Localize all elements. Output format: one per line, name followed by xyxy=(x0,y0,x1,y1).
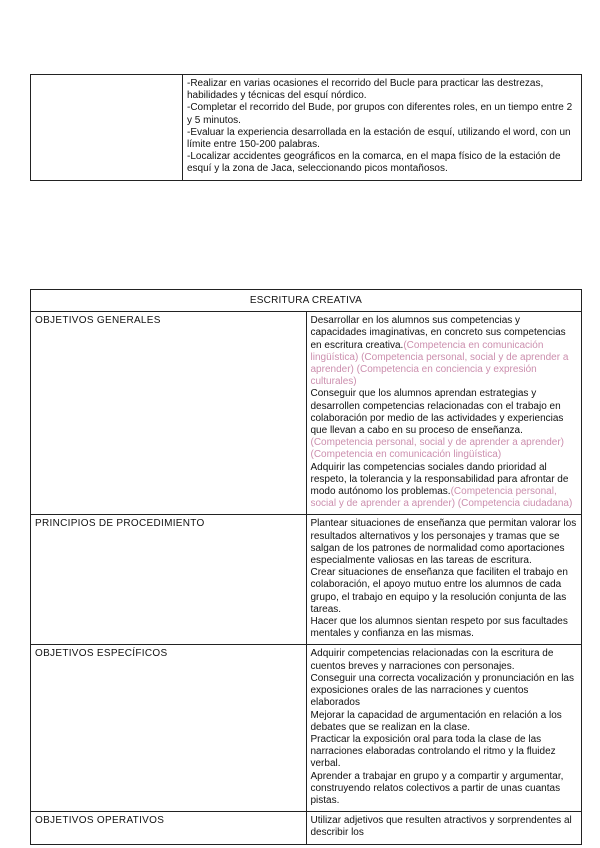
objective-line: Adquirir competencias relacionadas con la escritura de cuentos breves y narraciones con personajes. xyxy=(310,648,554,672)
objective-line: Mejorar la capacidad de argumentación en relación a los debates que se realizan en la clase. xyxy=(310,709,562,733)
objective-item xyxy=(311,315,578,388)
principle-line: Hacer que los alumnos sientan respeto por sus facultades mentales y confianza en las mismas. xyxy=(310,616,568,640)
continuation-row xyxy=(31,75,582,181)
objective-line: Practicar la exposición oral para toda la clase de las narraciones elaboradas controlando el ritmo y la fluidez verbal. xyxy=(310,733,556,770)
row-content xyxy=(306,812,582,844)
creative-writing-table xyxy=(30,289,582,845)
row-objetivos-generales xyxy=(31,312,582,515)
continuation-line: -Evaluar la experiencia desarrollada en la estación de esquí, utilizando el word, con un límite entre 150-200 palabras. xyxy=(187,126,571,151)
objective-item xyxy=(311,462,578,511)
competencias-note: (Competencia personal, social y de aprender a aprender) (Competencia en comunicación lingüística) xyxy=(310,437,564,461)
row-label: OBJETIVOS ESPECÍFICOS xyxy=(31,645,307,812)
continuation-table xyxy=(30,74,582,181)
continuation-content-cell xyxy=(183,75,582,181)
competencias-note: (Competencia en comunicación lingüística) (Competencia personal, social y de aprender a aprender) (Competencia en conciencia y expresión culturales) xyxy=(310,339,569,388)
row-objetivos-operativos xyxy=(31,812,582,844)
objective-line: Utilizar adjetivos que resulten atractivos y sorprendentes al describir los xyxy=(310,815,572,839)
objective-text: Conseguir que los alumnos aprendan estrategias y desarrollen competencias relacionadas con el trabajo en colaboración por medio de las actividades y experiencias que llevan a cabo en su proceso de enseñanza. xyxy=(310,388,564,437)
table-header-row xyxy=(31,290,582,312)
continuation-line: -Realizar en varias ocasiones el recorrido del Bucle para practicar las destrezas, habilidades y técnicas del esquí nórdico. xyxy=(187,78,544,102)
row-objetivos-especificos xyxy=(31,645,582,812)
row-label: PRINCIPIOS DE PROCEDIMIENTO xyxy=(31,515,307,645)
objective-line: Conseguir una correcta vocalización y pronunciación en las exposiciones orales de las narraciones y cuentos elaborados xyxy=(310,672,574,709)
row-content xyxy=(306,312,582,515)
objective-text: Desarrollar en los alumnos sus competencias y capacidades imaginativas, en concreto sus competencias en escritura creativa. xyxy=(310,315,566,351)
continuation-line: -Localizar accidentes geográficos en la comarca, en el mapa físico de la estación de esquí y la zona de Jaca, seleccionando picos montañosos. xyxy=(187,151,561,175)
continuation-empty-cell xyxy=(31,75,183,181)
row-content xyxy=(306,515,582,645)
principle-line: Plantear situaciones de enseñanza que permitan valorar los resultados alternativos y los personajes y tramas que se salgan de los patrones de normalidad como aportaciones especialmente valiosas en las tareas de escritura. xyxy=(310,518,577,567)
continuation-line: -Completar el recorrido del Bude, por grupos con diferentes roles, en un tiempo entre 2 y 5 minutos. xyxy=(187,102,573,126)
row-principios-procedimiento xyxy=(31,515,582,645)
objective-line: Aprender a trabajar en grupo y a compartir y argumentar, construyendo relatos colectivos a partir de unas cuantas pistas. xyxy=(310,770,564,806)
row-label: OBJETIVOS GENERALES xyxy=(31,312,307,515)
table-title: ESCRITURA CREATIVA xyxy=(31,290,582,312)
objective-text: Adquirir las competencias sociales dando prioridad al respeto, la tolerancia y la responsabilidad para afrontar de modo autónomo los problemas. xyxy=(310,461,569,498)
principle-line: Crear situaciones de enseñanza que faciliten el trabajo en colaboración, el apoyo mutuo entre los alumnos de cada grupo, el trabajo en equipo y la resolución conjunta de las tareas. xyxy=(310,567,568,615)
row-content xyxy=(306,645,582,812)
row-label: OBJETIVOS OPERATIVOS xyxy=(31,812,307,844)
competencias-note: (Competencia personal, social y de aprender a aprender) (Competencia ciudadana) xyxy=(310,486,573,510)
objective-item xyxy=(311,388,578,461)
